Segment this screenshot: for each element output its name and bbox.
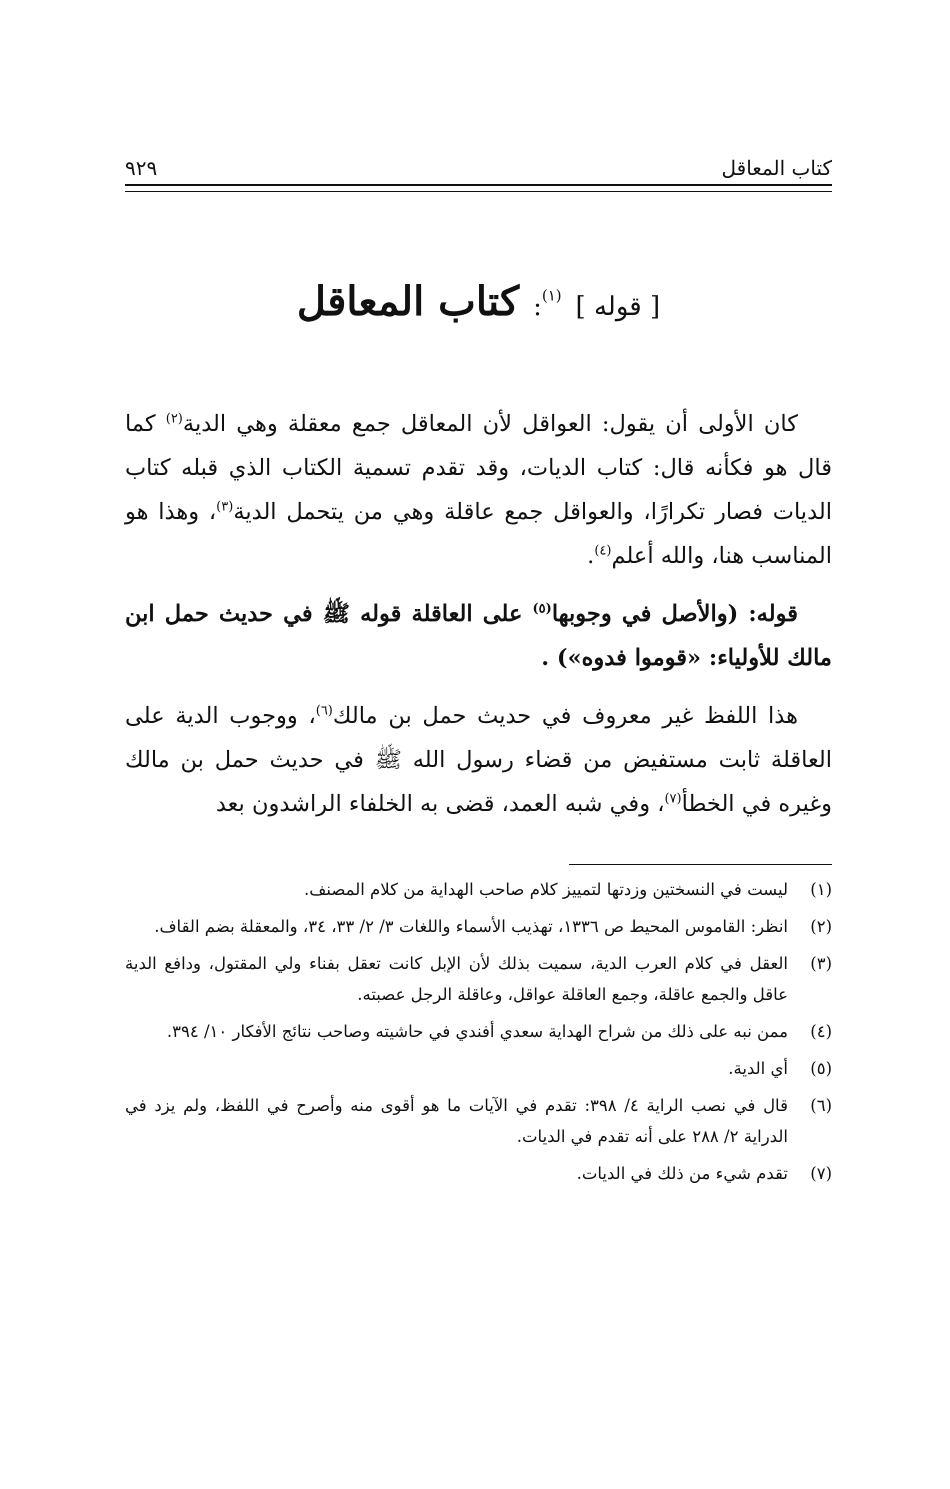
footnote-text: العقل في كلام العرب الدية، سميت بذلك لأن الإبل كانت تعقل بفناء ولي المقتول، ودافع الدية عاقل والجمع عاقلة، وجمع العاقلة عواقل، وعاقلة الرجل عصبته. [125,954,788,1004]
footnote-text: ليست في النسختين وزدتها لتمييز كلام صاحب الهداية من كلام المصنف. [304,880,788,899]
footnotes [125,874,832,1195]
paragraph-text: قوله: (والأصل في وجوبها [551,601,798,627]
footnote-number: (٥) [810,1059,832,1078]
page-number: ٩٢٩ [125,156,158,180]
running-title: كتاب المعاقل [721,156,832,180]
paragraph-text: ، ووجوب الدية على العاقلة ثابت مستفيض من قضاء رسول الله ﷺ في حديث حمل بن مالك وغيره في الخطأ [125,703,832,817]
footnote-text: أي الدية. [728,1059,788,1078]
chapter-title: كتاب المعاقل [296,278,520,325]
chapter-heading [125,278,832,325]
footnote-text: قال في نصب الراية ٤/ ٣٩٨: تقدم في الآيات ما هو أقوى منه وأصرح في اللفظ، ولم يزد في الدراية ٢/ ٢٨٨ على أنه تقدم في الديات. [125,1096,788,1146]
footnote-number: (٤) [810,1022,832,1041]
header-rule [125,184,832,192]
paragraph [125,694,832,826]
footnote-ref: (١) [541,286,562,305]
footnote-ref: (٣) [216,499,234,515]
footnote-ref: (٦) [315,703,333,719]
footnote-text: انظر: القاموس المحيط ص ١٣٣٦، تهذيب الأسماء واللغات ٣/ ٢/ ٣٣، ٣٤، والمعقلة بضم القاف. [154,917,788,936]
footnote-item [125,1158,832,1189]
footnote-text: تقدم شيء من ذلك في الديات. [576,1164,788,1183]
footnote-separator [569,864,832,865]
footnote-number: (١) [810,880,832,899]
chapter-sep: : [533,292,542,322]
footnote-text: ممن نبه على ذلك من شراح الهداية سعدي أفندي في حاشيته وصاحب نتائج الأفكار ١٠/ ٣٩٤. [166,1022,788,1041]
footnote-ref: (٥) [532,601,552,617]
footnote-number: (٣) [810,954,832,973]
footnote-ref: (٢) [165,411,183,427]
footnote-item [125,1053,832,1084]
footnote-ref: (٤) [594,543,612,559]
paragraph-text: على العاقلة قوله ﷺ في حديث حمل ابن مالك للأولياء: «قوموا فدوه») . [125,601,832,671]
footnote-item [125,1016,832,1047]
footnote-ref: (٧) [664,791,682,807]
paragraph-text: ، وهذا هو المناسب هنا، والله أعلم [125,499,832,569]
paragraph-text: كما قال هو فكأنه قال: كتاب الديات، وقد تقدم تسمية الكتاب الذي قبله كتاب الديات فصار تكرارًا، والعواقل جمع عاقلة وهي من يتحمل الدية [125,411,832,525]
main-text [125,402,832,840]
paragraph-text: كان الأولى أن يقول: العواقل لأن المعاقل جمع معقلة وهي الدية [182,411,798,437]
footnote-number: (٧) [810,1164,832,1183]
running-header [125,140,832,180]
footnote-number: (٢) [810,917,832,936]
footnote-item [125,911,832,942]
footnote-number: (٦) [810,1096,832,1115]
footnote-item [125,874,832,905]
paragraph-text: ، وفي شبه العمد، قضى به الخلفاء الراشدون بعد [215,791,665,817]
paragraph [125,402,832,578]
chapter-lead: [ قوله ] [575,292,661,322]
paragraph-text: . [587,543,595,569]
footnote-item [125,1090,832,1152]
footnote-item [125,948,832,1010]
quoted-paragraph [125,592,832,680]
paragraph-text: هذا اللفظ غير معروف في حديث حمل بن مالك [332,703,798,729]
